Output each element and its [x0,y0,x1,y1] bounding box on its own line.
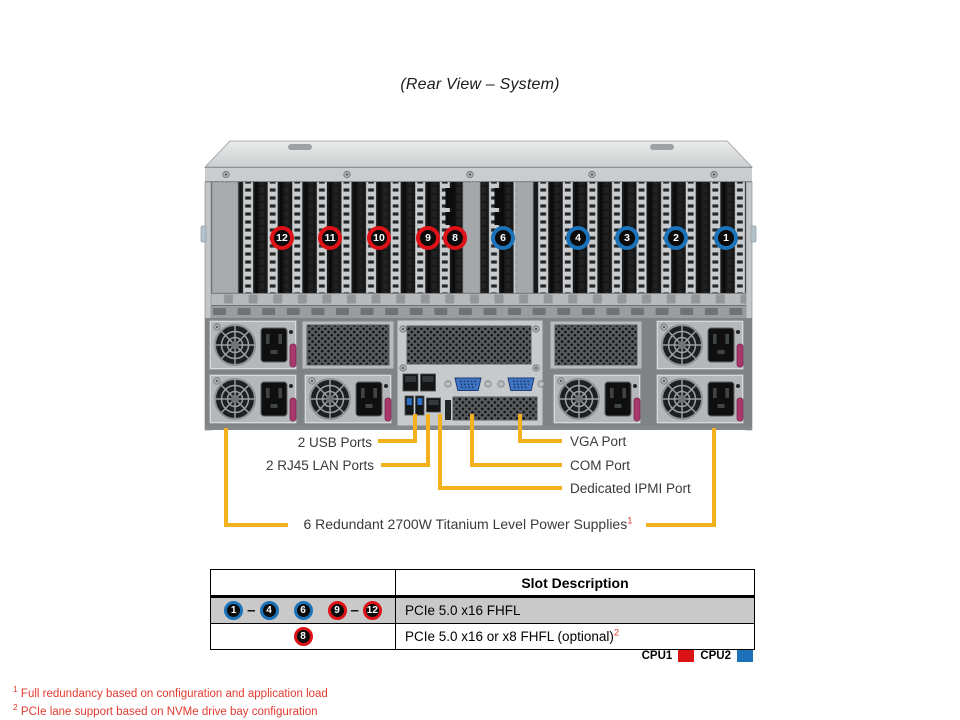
table-slot-badge-8: 8 [294,627,313,646]
callout-line-lan-v [426,414,430,467]
psu-bottom-left-2 [304,374,392,424]
callout-line-lan-h [381,463,430,467]
psu-top-left [209,320,297,370]
page-title: (Rear View – System) [400,76,560,93]
footnotes [13,683,328,720]
slot-badge-12: 12 [270,226,294,250]
table-header-row [211,570,755,597]
label-power-supplies [290,516,646,532]
label-vga-port: VGA Port [570,434,627,449]
callout-line-psu-right-h [646,523,716,527]
slot-badge-6: 6 [491,226,515,250]
callout-line-com-h [470,463,562,467]
slot-badges-cell [211,624,396,650]
slot-table-body [211,597,755,650]
table-row [211,624,755,650]
slot8-card-ports [446,188,456,225]
chassis-bottom-edge [205,426,752,430]
psu-bottom-right-1 [553,374,641,424]
ipmi-port [427,398,441,412]
footnote-ref: 2 [613,627,620,639]
slot-description-table [210,569,755,650]
slot-badge-2: 2 [664,226,688,250]
legend-label-cpu1: CPU1 [641,650,673,662]
table-header-slot-description: Slot Description [396,570,755,597]
callout-line-psu-left-h [224,523,288,527]
pcie-slot-area [210,182,747,318]
callout-line-ipmi-v [438,414,442,490]
range-dash: – [247,602,256,619]
slot-description-cell: PCIe 5.0 x16 or x8 FHFL (optional)$^2$ [396,624,755,650]
server-rear-illustration [205,138,752,430]
slot-badge-3: 3 [615,226,639,250]
legend-label-cpu2: CPU2 [700,650,731,662]
chassis-screw-strip [205,167,752,182]
label-usb-ports: 2 USB Ports [297,435,372,450]
callout-line-usb-h [378,439,417,443]
slot-badge-9: 9 [416,226,440,250]
table-slot-badge-6: 6 [294,601,313,620]
slot-badges-cell [211,597,396,624]
callout-line-ipmi-h [438,486,562,490]
table-header-empty-cell [211,570,396,597]
psu-io-area [205,318,752,426]
io-panel [397,320,544,426]
table-slot-badge-4: 4 [260,601,279,620]
callout-line-com-v [470,414,474,467]
slot6-card-ports [495,188,505,225]
footnote-2: $^2$ PCIe lane support based on NVMe drive bay configuration [13,702,318,719]
callout-line-vga-h [518,439,562,443]
vent-panel-right [550,321,642,369]
chassis-top-lid [205,141,752,167]
slot-badge-10: 10 [367,226,391,250]
slot-badge-1: 1 [714,226,738,250]
table-slot-badge-1: 1 [224,601,243,620]
cpu-legend [560,650,753,662]
slot-badge-4: 4 [566,226,590,250]
range-dash: – [350,602,359,619]
server-rear-svg [205,138,752,430]
legend-swatch-cpu2 [737,650,753,662]
vent-panel-left [302,321,394,369]
label-ipmi-port: Dedicated IPMI Port [570,481,691,496]
callout-line-psu-left-v [224,428,228,527]
label-power-supplies-text: 6 Redundant 2700W Titanium Level Power Supplies [303,516,628,532]
table-row [211,597,755,624]
slot-description-cell: PCIe 5.0 x16 FHFL [396,597,755,624]
psu-bottom-right-2 [656,374,744,424]
callout-line-psu-right-v [712,428,716,527]
psu-top-right [656,320,744,370]
label-lan-ports: 2 RJ45 LAN Ports [265,458,374,473]
footnote-1: $^1$ Full redundancy based on configuration and application load [13,684,328,700]
psu-bottom-left-1 [209,374,297,424]
legend-swatch-cpu1 [678,650,694,662]
label-com-port: COM Port [570,458,631,473]
table-slot-badge-9: 9 [328,601,347,620]
slot-badge-11: 11 [318,226,342,250]
table-slot-badge-12: 12 [363,601,382,620]
slot-badge-8: 8 [443,226,467,250]
label-power-supplies-footnote-ref: 1 [627,515,633,527]
